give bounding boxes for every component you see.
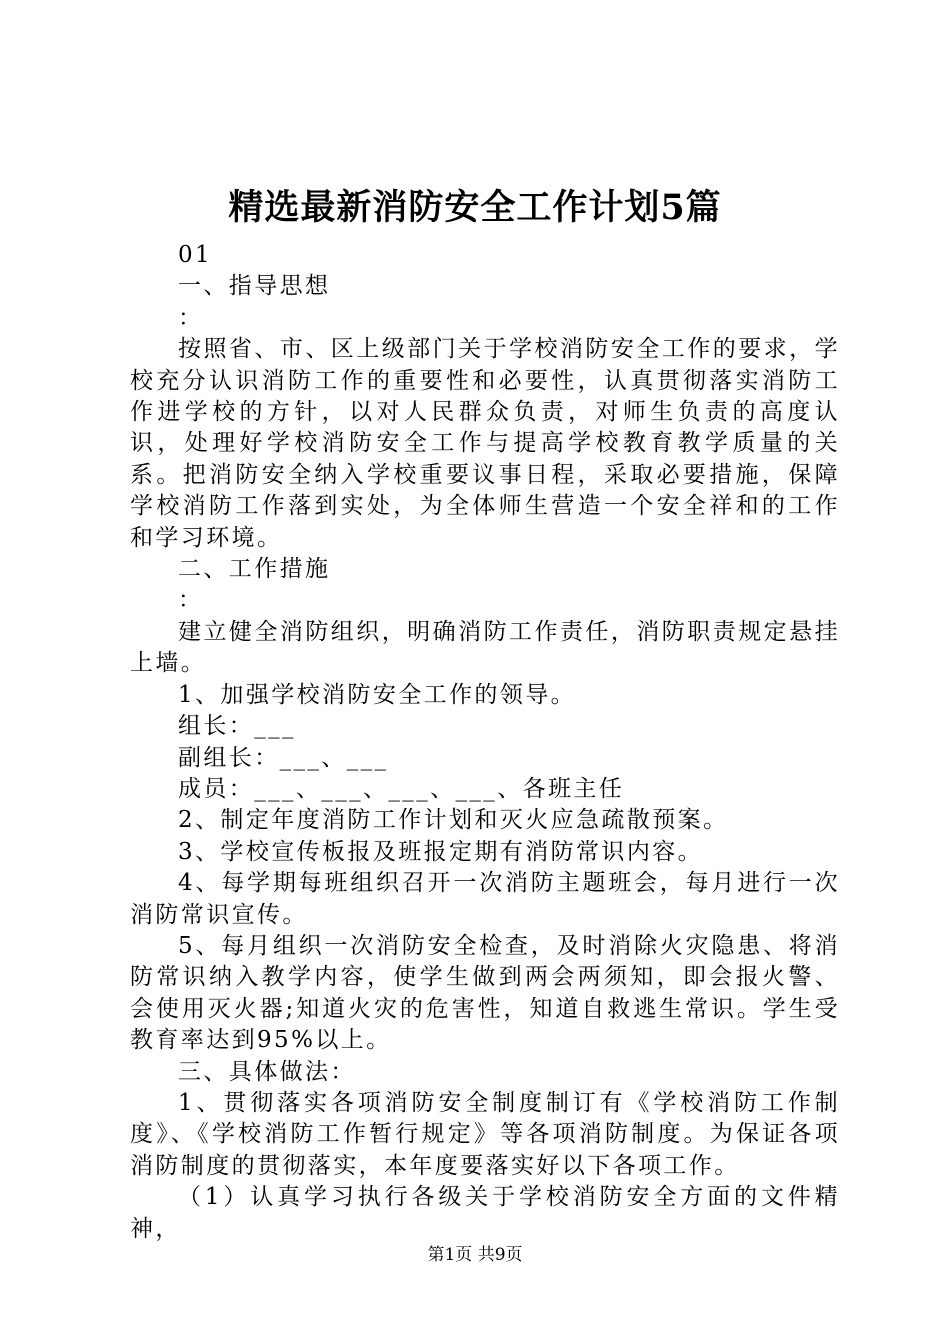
list-item: 3、学校宣传板报及班报定期有消防常识内容。 <box>178 838 704 865</box>
list-item: 4、每学期每班组织召开一次消防主题班会，每月进行一次消防常识宣传。 <box>130 870 840 928</box>
heading-colon: ： <box>178 587 204 614</box>
paragraph-organization: 建立健全消防组织，明确消防工作责任，消防职责规定悬挂上墙。 <box>130 618 840 677</box>
list-item-members: 成员：___、___、___、___、各班主任 <box>178 775 625 802</box>
heading-colon: ： <box>178 304 204 331</box>
list-item: 1、加强学校消防安全工作的领导。 <box>178 681 577 708</box>
paragraph-guiding-ideology: 按照省、市、区上级部门关于学校消防安全工作的要求，学校充分认识消防工作的重要性和必要性，认真贯彻落实消防工作进学校的方针，以对人民群众负责，对师生负责的高度认识，处理好学校消防安全工作与提高学校教育教学质量的关系。把消防安全纳入学校重要议事日程，采取必要措施，保障学校消防工作落到实处，为全体师生营造一个安全祥和的工作和学习环境。 <box>130 336 840 551</box>
document-title: 精选最新消防安全工作计划5篇 <box>228 187 722 228</box>
list-item: 5、每月组织一次消防安全检查，及时消除火灾隐患、将消防常识纳入教学内容，使学生做到两会两须知，即会报火警、会使用灭火器;知道火灾的危害性，知道自救逃生常识。学生受教育率达到95%以上。 <box>130 932 840 1054</box>
heading-work-measures: 二、工作措施 <box>178 556 331 583</box>
section-number: 01 <box>178 242 213 268</box>
document-body <box>130 240 840 1245</box>
heading-guiding-ideology: 一、指导思想 <box>178 273 331 300</box>
page-footer: 第1页 共9页 <box>427 1245 523 1265</box>
heading-specific-practices: 三、具体做法： <box>178 1058 356 1085</box>
list-item: 1、贯彻落实各项消防安全制度制订有《学校消防工作制度》、《学校消防工作暂行规定》等各项消防制度。为保证各项消防制度的贯彻落实，本年度要落实好以下各项工作。 <box>130 1089 840 1179</box>
list-item: （1）认真学习执行各级关于学校消防安全方面的文件精神， <box>130 1184 840 1242</box>
list-item-deputy-leader: 副组长：___、___ <box>178 744 389 771</box>
list-item: 2、制定年度消防工作计划和灭火应急疏散预案。 <box>178 807 729 834</box>
list-item-leader: 组长：___ <box>178 713 296 740</box>
